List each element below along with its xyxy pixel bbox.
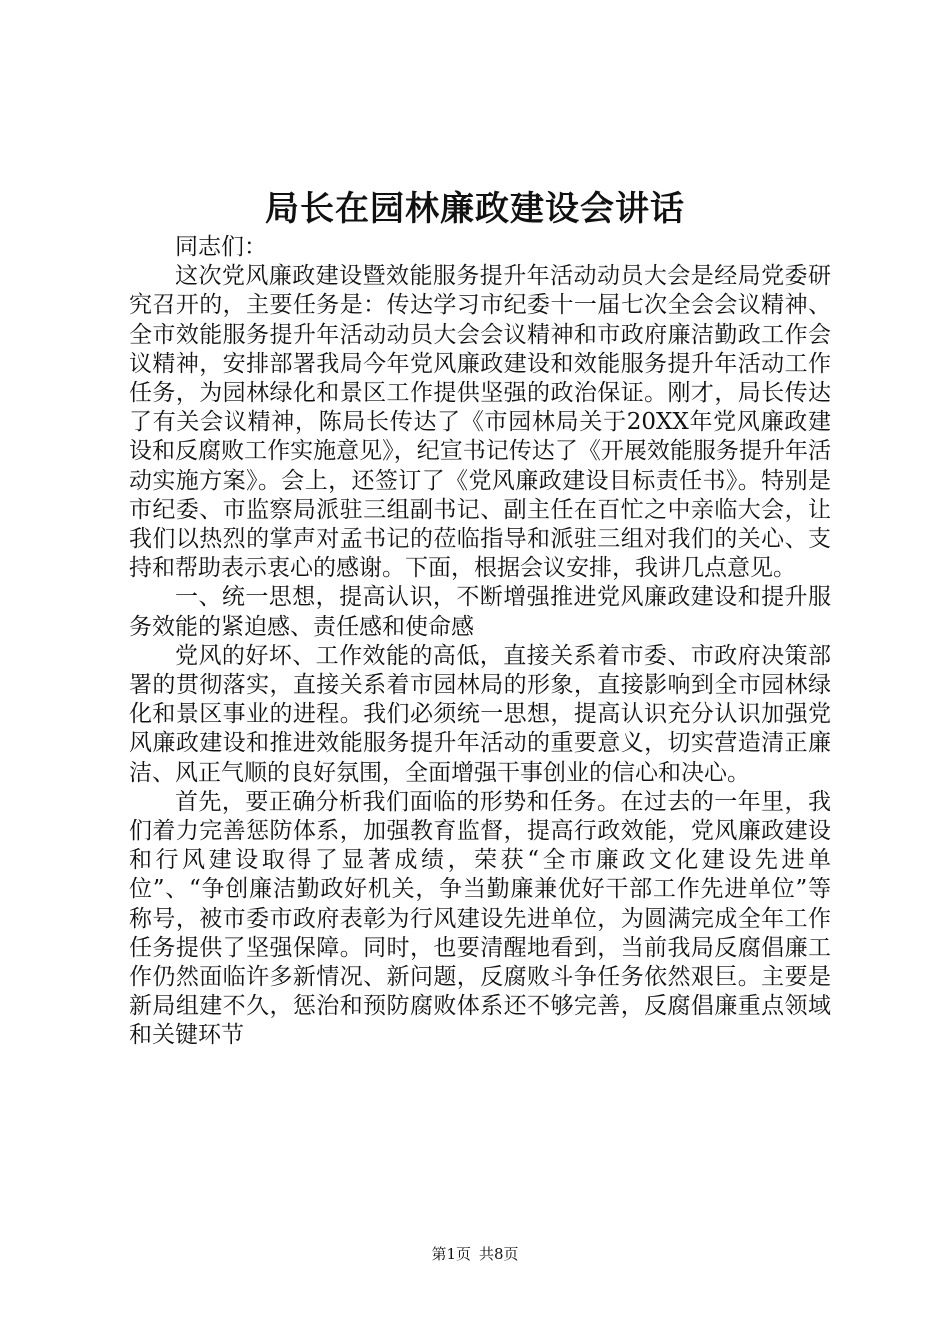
body-paragraph: 这次党风廉政建设暨效能服务提升年活动动员大会是经局党委研究召开的，主要任务是：传达学习市纪委十一届七次全会会议精神、全市效能服务提升年活动动员大会会议精神和市政府廉洁勤政工作会议精神，安排部署我局今年党风廉政建设和效能服务提升年活动工作任务，为园林绿化和景区工作提供坚强的政治保证。刚才，局长传达了有关会议精神，陈局长传达了《市园林局关于20XX年党风廉政建设和反腐败工作实施意见》，纪宣书记传达了《开展效能服务提升年活动实施方案》。会上，还签订了《党风廉政建设目标责任书》。特别是市纪委、市监察局派驻三组副书记、副主任在百忙之中亲临大会，让我们以热烈的掌声对孟书记的莅临指导和派驻三组对我们的关心、支持和帮助表示衷心的感谢。下面，根据会议安排，我讲几点意见。	[129, 263, 831, 582]
page-number: 第1页	[431, 1245, 471, 1263]
page-total: 共8页	[479, 1245, 519, 1263]
page-footer	[0, 1243, 950, 1265]
body-paragraph: 党风的好坏、工作效能的高低，直接关系着市委、市政府决策部署的贯彻落实，直接关系着市园林局的形象，直接影响到全市园林绿化和景区事业的进程。我们必须统一思想，提高认识充分认识加强党风廉政建设和推进效能服务提升年活动的重要意义，切实营造清正廉洁、风正气顺的良好氛围，全面增强干事创业的信心和决心。	[129, 642, 831, 786]
section-heading: 一、统一思想，提高认识，不断增强推进党风廉政建设和提升服务效能的紧迫感、责任感和使命感	[129, 584, 831, 640]
document-body	[129, 233, 831, 1051]
body-paragraph: 首先，要正确分析我们面临的形势和任务。在过去的一年里，我们着力完善惩防体系，加强教育监督，提高行政效能，党风廉政建设和行风建设取得了显著成绩，荣获“全市廉政文化建设先进单位”、“争创廉洁勤政好机关，争当勤廉兼优好干部工作先进单位”等称号，被市委市政府表彰为行风建设先进单位，为圆满完成全年工作任务提供了坚强保障。同时，也要清醒地看到，当前我局反腐倡廉工作仍然面临许多新情况、新问题，反腐败斗争任务依然艰巨。主要是新局组建不久，惩治和预防腐败体系还不够完善，反腐倡廉重点领域和关键环节	[129, 788, 831, 1049]
document-title: 局长在园林廉政建设会讲话	[265, 189, 685, 229]
salutation-paragraph: 同志们：	[175, 234, 267, 260]
